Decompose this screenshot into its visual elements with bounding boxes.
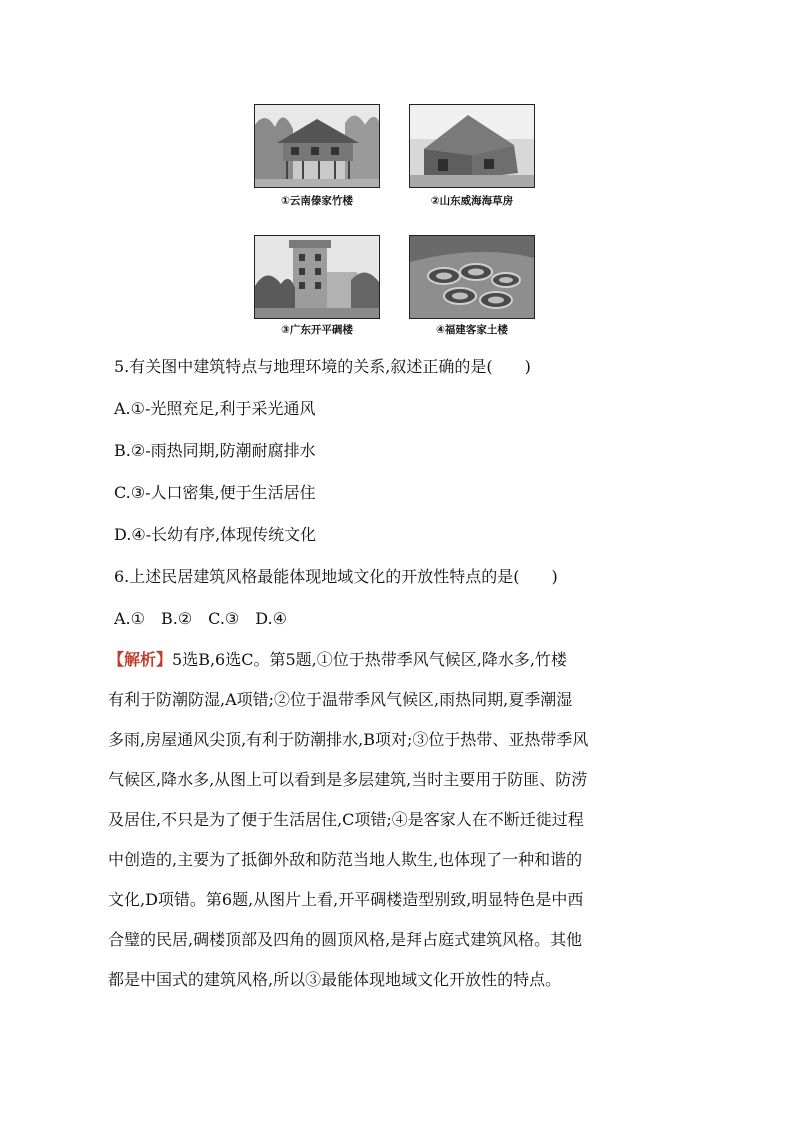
question-6-options: A.① B.② C.③ D.④ bbox=[114, 609, 287, 628]
question-5-option-a: A.①-光照充足,利于采光通风 bbox=[114, 399, 316, 418]
analysis-line: 多雨,房屋通风尖顶,有利于防潮排水,B项对;③位于热带、亚热带季风 bbox=[108, 730, 589, 749]
figure-1-photo bbox=[254, 104, 380, 188]
figure-2-caption: ②山东威海海草房 bbox=[430, 195, 514, 207]
question-5-option-d: D.④-长幼有序,体现传统文化 bbox=[114, 525, 317, 544]
question-6-stem: 6.上述民居建筑风格最能体现地域文化的开放性特点的是( ) bbox=[114, 567, 558, 586]
analysis-line: 中创造的,主要为了抵御外敌和防范当地人欺生,也体现了一种和谐的 bbox=[108, 850, 583, 869]
tulou-photo-icon bbox=[410, 236, 534, 318]
figure-4-caption: ④福建客家土楼 bbox=[436, 324, 508, 336]
figure-4-photo bbox=[409, 235, 535, 319]
analysis-line: 合璧的民居,碉楼顶部及四角的圆顶风格,是拜占庭式建筑风格。其他 bbox=[108, 930, 583, 949]
figure-1-caption: ①云南傣家竹楼 bbox=[281, 195, 353, 207]
figure-2-photo bbox=[409, 104, 535, 188]
analysis-line: 气候区,降水多,从图上可以看到是多层建筑,当时主要用于防匪、防涝 bbox=[108, 770, 588, 789]
question-5-option-b: B.②-雨热同期,防潮耐腐排水 bbox=[114, 441, 316, 460]
figure-3-caption: ③广东开平碉楼 bbox=[281, 324, 353, 336]
seaweed-house-photo-icon bbox=[410, 105, 534, 187]
analysis-line bbox=[108, 650, 567, 670]
watchtower-photo-icon bbox=[255, 236, 379, 318]
bamboo-house-photo-icon bbox=[255, 105, 379, 187]
question-5-stem: 5.有关图中建筑特点与地理环境的关系,叙述正确的是( ) bbox=[114, 357, 531, 376]
analysis-tag: 【解析】 bbox=[108, 650, 173, 669]
analysis-text: 5选B,6选C。第5题,①位于热带季风气候区,降水多,竹楼 bbox=[172, 650, 567, 669]
analysis-line: 有利于防潮防湿,A项错;②位于温带季风气候区,雨热同期,夏季潮湿 bbox=[108, 690, 573, 709]
analysis-line: 文化,D项错。第6题,从图片上看,开平碉楼造型别致,明显特色是中西 bbox=[108, 890, 584, 909]
figure-3-photo bbox=[254, 235, 380, 319]
analysis-line: 都是中国式的建筑风格,所以③最能体现地域文化开放性的特点。 bbox=[108, 970, 562, 989]
analysis-line: 及居住,不只是为了便于生活居住,C项错;④是客家人在不断迁徙过程 bbox=[108, 810, 584, 829]
question-5-option-c: C.③-人口密集,便于生活居住 bbox=[114, 483, 316, 502]
